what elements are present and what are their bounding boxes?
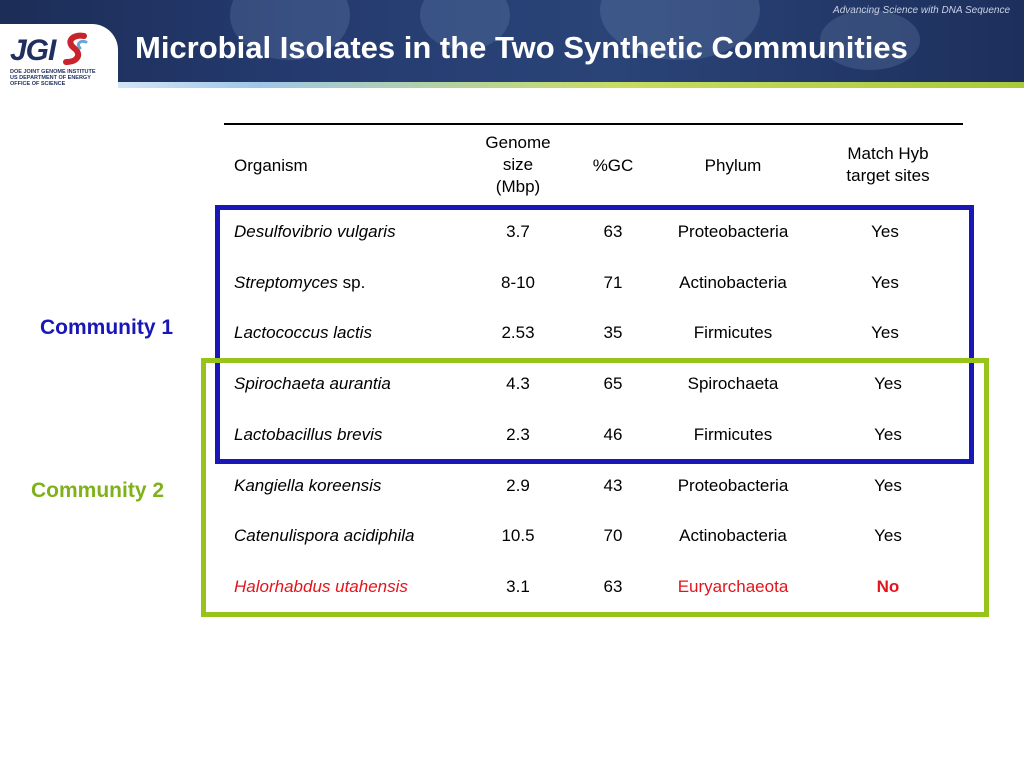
cell-genome-size: 10.5 — [501, 526, 535, 545]
cell-phylum: Euryarchaeota — [677, 577, 789, 596]
cell-gc: 70 — [603, 526, 623, 545]
cell-phylum: Firmicutes — [693, 425, 773, 444]
cell-organism-suffix: sp. — [337, 273, 366, 292]
logo-subtitle-line: US DEPARTMENT OF ENERGY — [10, 75, 91, 81]
header-genome-size-line: Genome — [485, 133, 551, 152]
header-banner — [0, 0, 1024, 88]
cell-genome-size: 8-10 — [500, 273, 536, 292]
cell-gc: 63 — [603, 222, 623, 241]
cell-phylum: Proteobacteria — [677, 476, 789, 495]
cell-match: No — [876, 577, 900, 596]
cell-match: Yes — [871, 222, 899, 241]
header-organism: Organism — [234, 156, 308, 175]
cell-gc: 71 — [603, 273, 623, 292]
logo-swoosh-icon — [62, 32, 90, 66]
community-2-box — [201, 358, 989, 617]
cell-gc: 43 — [603, 476, 623, 495]
header-genome-size — [468, 132, 568, 198]
community-1-label: Community 1 — [40, 316, 174, 339]
cell-organism: Desulfovibrio vulgaris — [234, 222, 396, 241]
header-gc: %GC — [592, 156, 634, 175]
cell-organism: Spirochaeta aurantia — [234, 374, 391, 393]
cell-match: Yes — [874, 374, 902, 393]
cell-genome-size: 2.3 — [506, 425, 530, 444]
cell-gc: 65 — [603, 374, 623, 393]
cell-phylum: Actinobacteria — [679, 526, 787, 545]
cell-match: Yes — [874, 425, 902, 444]
cell-match: Yes — [871, 323, 899, 342]
logo-subtitle-line: OFFICE OF SCIENCE — [10, 81, 66, 87]
header-genome-size-line: size — [502, 155, 534, 174]
header-phylum: Phylum — [704, 156, 762, 175]
header-stripe — [0, 82, 1024, 88]
header-genome-size-line: (Mbp) — [495, 177, 541, 196]
header-match-line: Match Hyb — [847, 144, 929, 163]
cell-organism: Halorhabdus utahensis — [234, 577, 408, 596]
cell-gc: 63 — [603, 577, 623, 596]
table-top-rule — [224, 123, 963, 125]
community-2-label: Community 2 — [31, 479, 165, 502]
cell-phylum: Actinobacteria — [679, 273, 787, 292]
logo-text: JGI — [10, 34, 56, 67]
cell-genome-size: 3.7 — [506, 222, 530, 241]
cell-genome-size: 2.9 — [506, 476, 530, 495]
jgi-logo — [0, 24, 118, 88]
tagline: Advancing Science with DNA Sequence — [833, 5, 1010, 16]
cell-gc: 46 — [603, 425, 623, 444]
cell-match: Yes — [871, 273, 899, 292]
cell-phylum: Proteobacteria — [677, 222, 789, 241]
header-match-hyb — [818, 143, 958, 187]
cell-organism: Catenulispora acidiphila — [234, 526, 415, 545]
cell-organism: Lactococcus lactis — [234, 323, 372, 342]
cell-phylum: Firmicutes — [693, 323, 773, 342]
cell-genome-size: 3.1 — [506, 577, 530, 596]
cell-organism: Lactobacillus brevis — [234, 425, 383, 444]
cell-phylum: Spirochaeta — [687, 374, 779, 393]
cell-match: Yes — [874, 476, 902, 495]
cell-organism: Kangiella koreensis — [234, 476, 382, 495]
header-match-line: target sites — [846, 166, 930, 185]
cell-gc: 35 — [603, 323, 623, 342]
cell-organism-genus: Streptomyces — [234, 273, 338, 292]
page-title: Microbial Isolates in the Two Synthetic Communities — [135, 30, 908, 65]
logo-subtitle — [10, 69, 96, 87]
cell-genome-size: 4.3 — [506, 374, 530, 393]
logo-subtitle-line: DOE JOINT GENOME INSTITUTE — [10, 69, 96, 75]
cell-genome-size: 2.53 — [501, 323, 535, 342]
cell-match: Yes — [874, 526, 902, 545]
